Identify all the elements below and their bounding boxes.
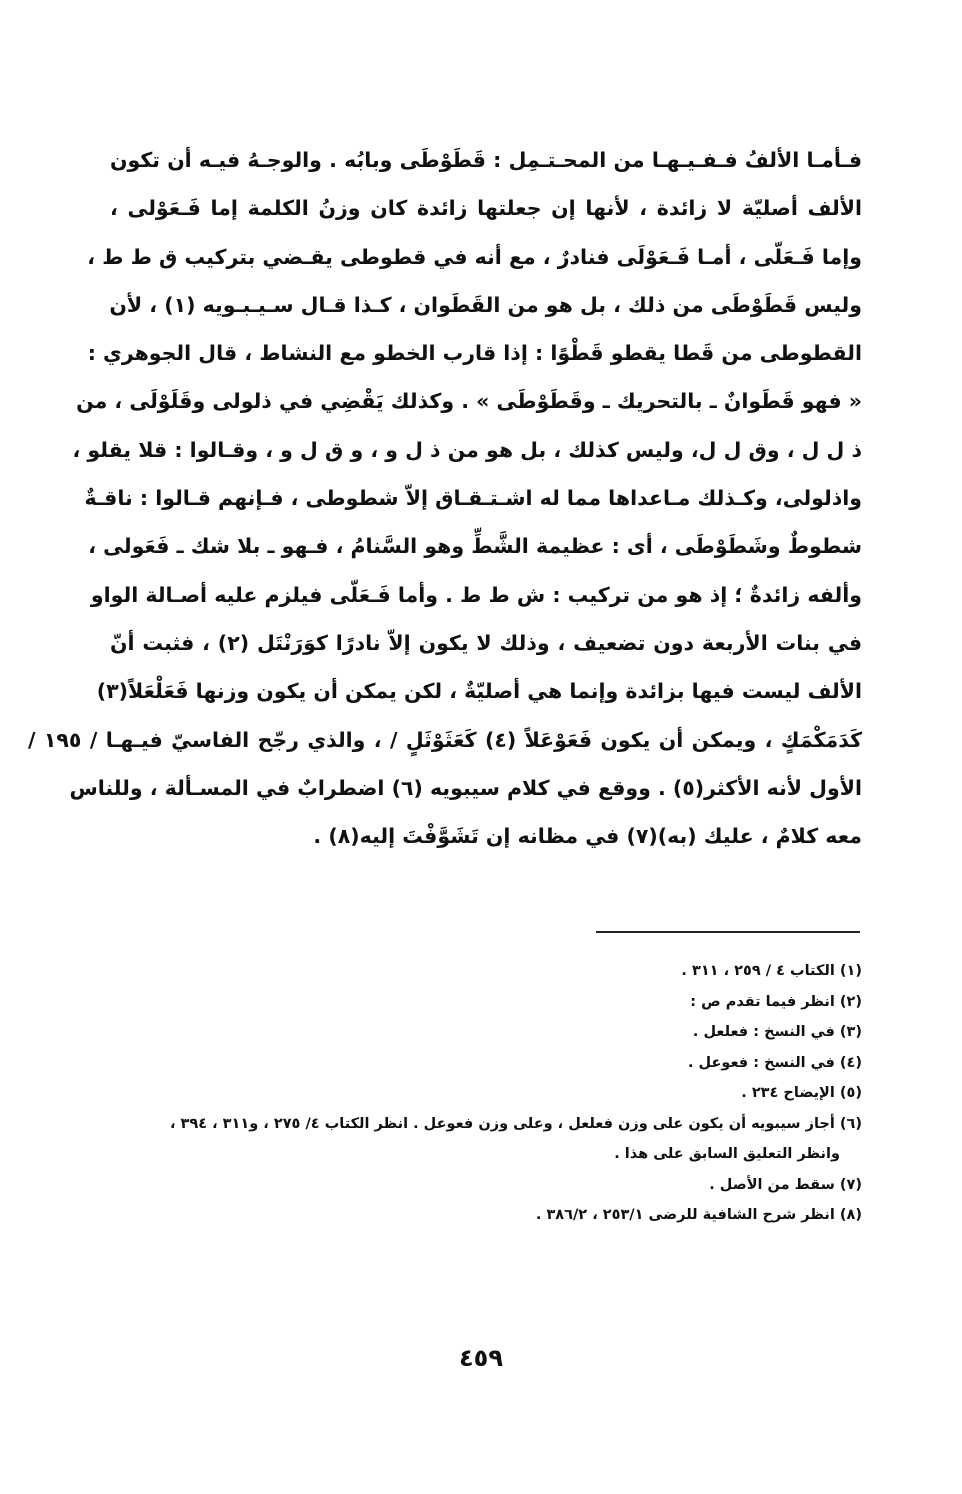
footnote: (٢) انظر فيما تقدم ص : bbox=[690, 993, 862, 1010]
body-line: الأول لأنه الأكثر(٥) . ووقع في كلام سيبويه (٦) اضطرابٌ في المسـألة ، وللناس bbox=[69, 775, 862, 800]
body-line: فـأمـا الألفُ فـفـيـهـا من المحـتـمِل : قَطَوْطَى وبابُه . والوجـهُ فيـه أن تكون bbox=[110, 148, 862, 172]
footnotes bbox=[110, 956, 862, 1231]
footnote: (٣) في النسخ : فعلعل . bbox=[692, 1024, 862, 1040]
body-line: ذ ل ل ، وق ل ل، وليس كذلك ، بل هو من ذ ل و ، و ق ل و ، وقـالوا : قلا يقلو ، bbox=[72, 437, 862, 462]
body-line: في بنات الأربعة دون تضعيف ، وذلك لا يكون إلاّ نادرًا كوَرَنْتَل (٢) ، فثبت أنّ bbox=[110, 630, 863, 655]
main-text bbox=[28, 136, 863, 860]
body-line: شطوطٌ وشَطَوْطَى ، أى : عظيمة الشَّطِّ وهو السَّنامُ ، فـهو ـ بلا شك ـ فَعَولى ، bbox=[88, 534, 862, 559]
body-line: معه كلامٌ ، عليك (به)(٧) في مظانه إن تَشَوَّفْتَ إليه(٨) . bbox=[313, 824, 862, 849]
body-line: وإما فَـعَلّى ، أمـا فَـعَوْلَى فنادرٌ ، مع أنه في قطوطى يقـضي بتركيب ق ط ط ، bbox=[87, 244, 862, 269]
body-line: « فهو قَطَوانٌ ـ بالتحريك ـ وقَطَوْطَى » . وكذلك يَقْضِي في ذلولى وقَلَوْلَى ، من bbox=[76, 389, 862, 414]
footnote-separator bbox=[596, 931, 860, 933]
footnote: (٧) سقط من الأصل . bbox=[709, 1176, 862, 1193]
body-line: كَدَمَكْمَكٍ ، ويمكن أن يكون فَعَوْعَلاً (٤) كَعَثَوْثَلٍ / ، والذي رجّح الفاسيّ فيـهـا / ١٩٥ / bbox=[28, 727, 862, 752]
page-number: ٤٥٩ bbox=[459, 1344, 503, 1372]
body-line: القطوطى من قَطا يقطو قَطْوًا : إذا قارب الخطو مع النشاط ، قال الجوهري : bbox=[87, 341, 862, 366]
body-line: وليس قَطَوْطَى من ذلك ، بل هو من القَطَوان ، كـذا قـال سـيـبـويه (١) ، لأن bbox=[109, 292, 862, 317]
body-line: الألف أصليّة لا زائدة ، لأنها إن جعلتها زائدة كان وزنُ الكلمة إما فَـعَوْلى ، bbox=[110, 196, 862, 221]
body-line: واذلولى، وكـذلك مـاعداها مما له اشـتـقـاق إلاّ شطوطى ، فـإنهم قـالوا : ناقـةٌ bbox=[84, 486, 862, 511]
body-line: الألف ليست فيها بزائدة وإنما هي أصليّةٌ ، لكن يمكن أن يكون وزنها فَعَلْعَلاً(٣) bbox=[96, 679, 862, 704]
body-line: وألفه زائدةٌ ؛ إذ هو من تركيب : ش ط ط . وأما فَـعَلّى فيلزم عليه أصـالة الواو bbox=[90, 582, 862, 607]
footnote: (٨) انظر شرح الشافية للرضى ٢٥٣/١ ، ٣٨٦/٢ . bbox=[535, 1207, 862, 1223]
footnote-continuation: وانظر التعليق السابق على هذا . bbox=[614, 1146, 840, 1162]
footnote: (٦) أجاز سيبويه أن يكون على وزن فعلعل ، وعلى وزن فعوعل . انظر الكتاب ٤/ ٢٧٥ ، و٣١١ ، ٣٩٤ ، bbox=[169, 1115, 862, 1132]
footnote: (٥) الإيضاح ٢٣٤ . bbox=[741, 1085, 862, 1101]
footnote: (٤) في النسخ : فعوعل . bbox=[688, 1054, 862, 1071]
footnote: (١) الكتاب ٤ / ٢٥٩ ، ٣١١ . bbox=[681, 963, 862, 979]
